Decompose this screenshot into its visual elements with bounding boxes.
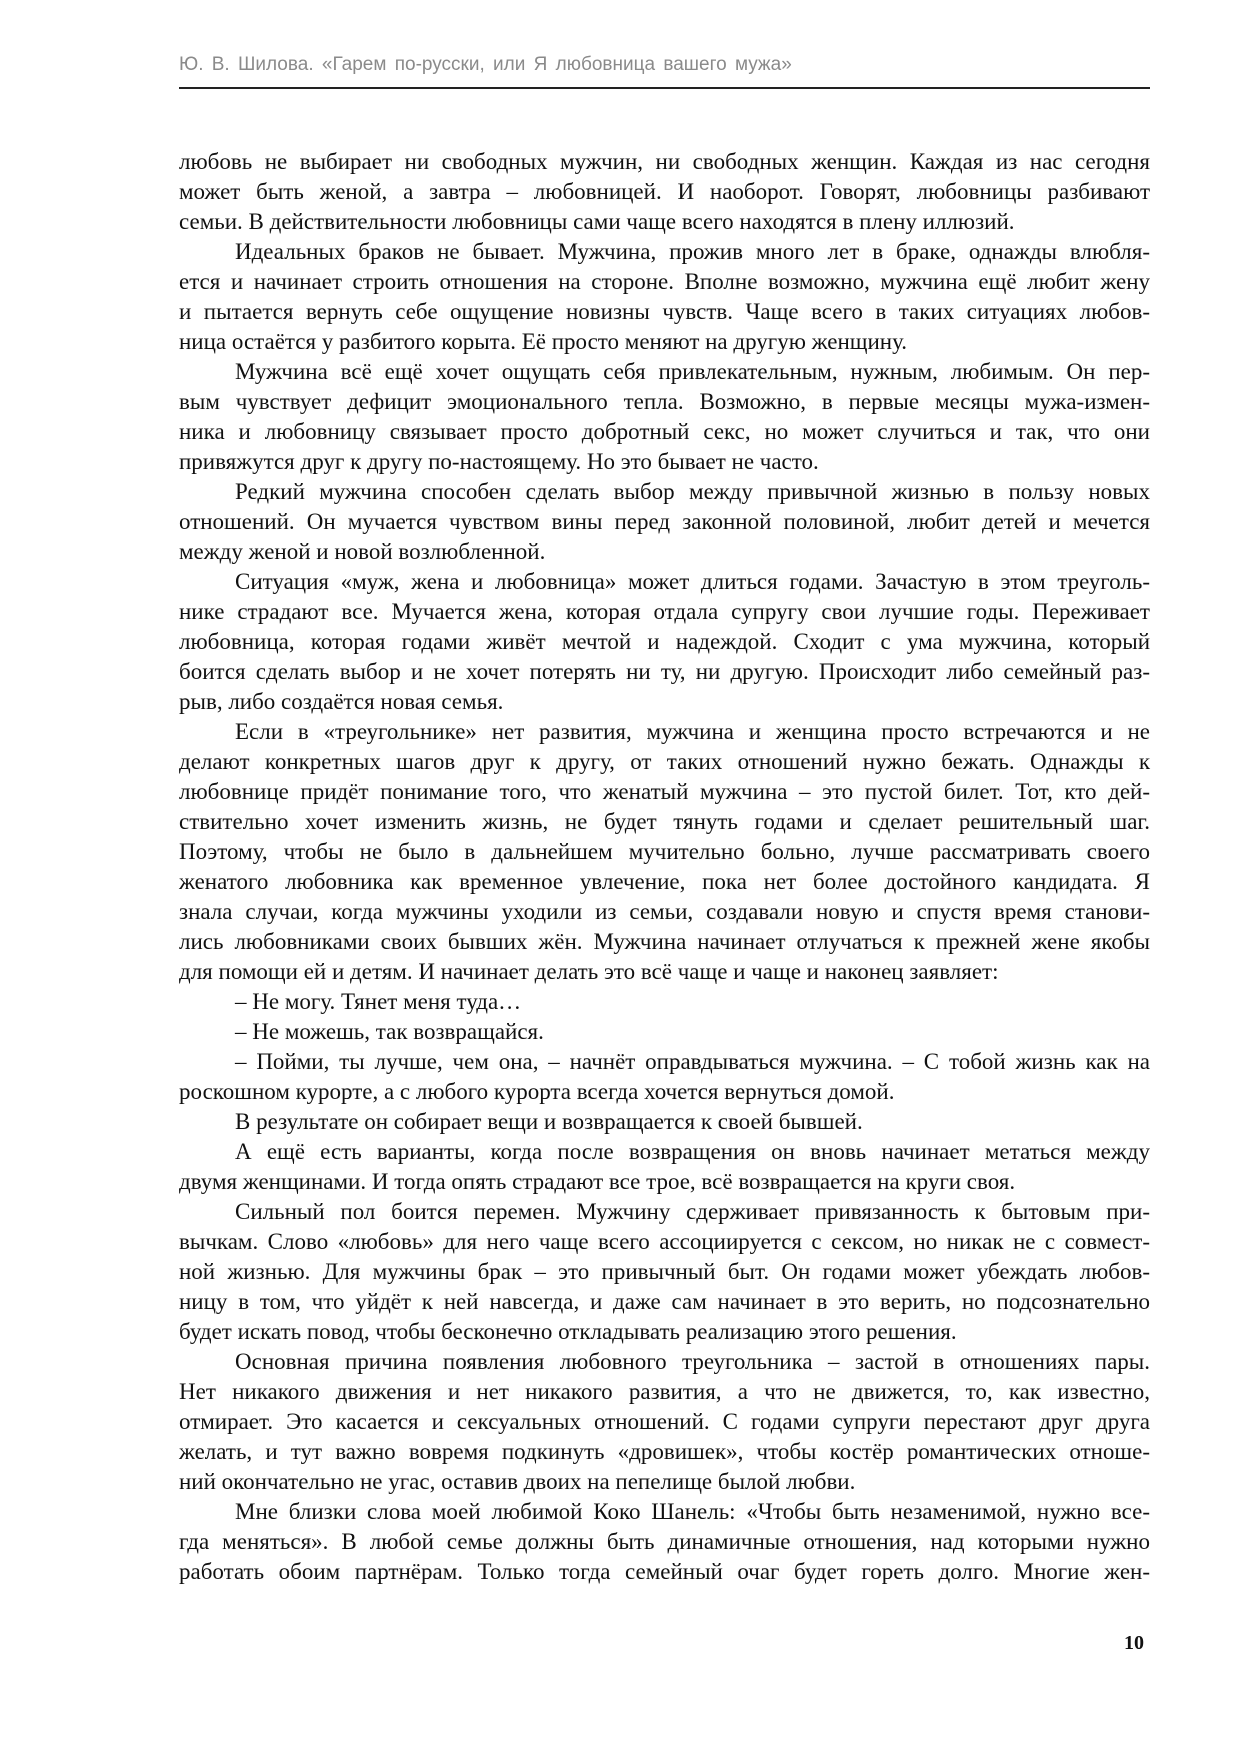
text-line: Поэтому, чтобы не было в дальнейшем мучительно больно, лучше рассматривать своего [179,839,1150,864]
paragraph [179,237,1150,357]
text-line: лись любовниками своих бывших жён. Мужчина начинает отлучаться к прежней жене якобы [179,929,1150,954]
text-line: любовнице придёт понимание того, что женатый мужчина – это пустой билет. Тот, кто дей- [179,779,1150,804]
paragraph [179,477,1150,567]
text-line: Сильный пол боится перемен. Мужчину сдерживает привязанность к бытовым при- [235,1199,1150,1224]
text-line: В результате он собирает вещи и возвращается к своей бывшей. [235,1109,863,1134]
text-line: Мужчина всё ещё хочет ощущать себя привлекательным, нужным, любимым. Он пер- [235,359,1150,384]
paragraph [179,1137,1150,1197]
header-divider [179,87,1150,89]
body-text [179,147,1150,1587]
text-line: работать обоим партнёрам. Только тогда семейный очаг будет гореть долго. Многие жен- [179,1559,1150,1584]
text-line: Если в «треугольнике» нет развития, мужчина и женщина просто встречаются и не [235,719,1150,744]
text-line: желать, и тут важно вовремя подкинуть «дровишек», чтобы костёр романтических отноше- [179,1439,1150,1464]
text-line: – Пойми, ты лучше, чем она, – начнёт оправдываться мужчина. – С тобой жизнь как на [235,1049,1150,1074]
text-line: будет искать повод, чтобы бесконечно откладывать реализацию этого решения. [179,1319,957,1344]
text-line: гда меняться». В любой семье должны быть динамичные отношения, над которыми нужно [179,1529,1150,1554]
text-line: рыв, либо создаётся новая семья. [179,689,504,714]
text-line: Основная причина появления любовного треугольника – застой в отношениях пары. [235,1349,1150,1374]
paragraph [179,717,1150,987]
text-line: Нет никакого движения и нет никакого развития, а что не движется, то, как известно, [179,1379,1150,1404]
paragraph [179,1107,1150,1137]
text-line: Идеальных браков не бывает. Мужчина, прожив много лет в браке, однажды влюбля- [235,239,1150,264]
paragraph [179,987,1150,1017]
text-line: Редкий мужчина способен сделать выбор между привычной жизнью в пользу новых [235,479,1150,504]
text-line: между женой и новой возлюбленной. [179,539,546,564]
text-line: А ещё есть варианты, когда после возвращения он вновь начинает метаться между [235,1139,1150,1164]
text-line: ница остаётся у разбитого корыта. Её просто меняют на другую женщину. [179,329,908,354]
text-line: – Не могу. Тянет меня туда… [235,989,522,1014]
text-line: отмирает. Это касается и сексуальных отношений. С годами супруги перестают друг друга [179,1409,1150,1434]
paragraph [179,1047,1150,1107]
paragraph [179,357,1150,477]
text-line: ной жизнью. Для мужчины брак – это привычный быт. Он годами может убеждать любов- [179,1259,1150,1284]
text-line: роскошном курорте, а с любого курорта всегда хочется вернуться домой. [179,1079,895,1104]
text-line: привяжутся друг к другу по-настоящему. Но это бывает не часто. [179,449,819,474]
text-line: ницу в том, что уйдёт к ней навсегда, и даже сам начинает в это верить, но подсознательно [179,1289,1150,1314]
text-line: ствительно хочет изменить жизнь, не будет тянуть годами и сделает решительный шаг. [179,809,1150,834]
paragraph [179,147,1150,237]
text-line: Мне близки слова моей любимой Коко Шанель: «Чтобы быть незаменимой, нужно все- [235,1499,1150,1524]
page-number: 10 [1124,1632,1144,1654]
text-line: знала случаи, когда мужчины уходили из семьи, создавали новую и спустя время станови- [179,899,1150,924]
text-line: делают конкретных шагов друг к другу, от таких отношений нужно бежать. Однажды к [179,749,1150,774]
text-line: женатого любовника как временное увлечение, пока нет более достойного кандидата. Я [179,869,1150,894]
paragraph [179,1197,1150,1347]
text-line: отношений. Он мучается чувством вины перед законной половиной, любит детей и мечется [179,509,1150,534]
paragraph [179,1347,1150,1497]
text-line: – Не можешь, так возвращайся. [235,1019,544,1044]
text-line: вым чувствует дефицит эмоционального тепла. Возможно, в первые месяцы мужа-измен- [179,389,1150,414]
text-line: ний окончательно не угас, оставив двоих на пепелище былой любви. [179,1469,856,1494]
text-line: семьи. В действительности любовницы сами чаще всего находятся в плену иллюзий. [179,209,1015,234]
text-line: может быть женой, а завтра – любовницей. И наоборот. Говорят, любовницы разбивают [179,179,1150,204]
text-line: нике страдают все. Мучается жена, которая отдала супругу свои лучшие годы. Переживает [179,599,1150,624]
running-header: Ю. В. Шилова. «Гарем по-русски, или Я любовница вашего мужа» [179,54,792,75]
paragraph [179,1497,1150,1587]
text-line: боится сделать выбор и не хочет потерять ни ту, ни другую. Происходит либо семейный раз- [179,659,1150,684]
text-line: двумя женщинами. И тогда опять страдают все трое, всё возвращается на круги своя. [179,1169,1016,1194]
paragraph [179,1017,1150,1047]
text-line: ника и любовницу связывает просто добротный секс, но может случиться и так, что они [179,419,1150,444]
text-line: ется и начинает строить отношения на стороне. Вполне возможно, мужчина ещё любит жену [179,269,1150,294]
text-line: для помощи ей и детям. И начинает делать это всё чаще и чаще и наконец заявляет: [179,959,999,984]
text-line: и пытается вернуть себе ощущение новизны чувств. Чаще всего в таких ситуациях любов- [179,299,1150,324]
paragraph [179,567,1150,717]
text-line: Ситуация «муж, жена и любовница» может длиться годами. Зачастую в этом треуголь- [235,569,1150,594]
text-line: вычкам. Слово «любовь» для него чаще всего ассоциируется с сексом, но никак не с совмест- [179,1229,1150,1254]
text-line: любовь не выбирает ни свободных мужчин, ни свободных женщин. Каждая из нас сегодня [179,149,1150,174]
text-line: любовница, которая годами живёт мечтой и надеждой. Сходит с ума мужчина, который [179,629,1150,654]
